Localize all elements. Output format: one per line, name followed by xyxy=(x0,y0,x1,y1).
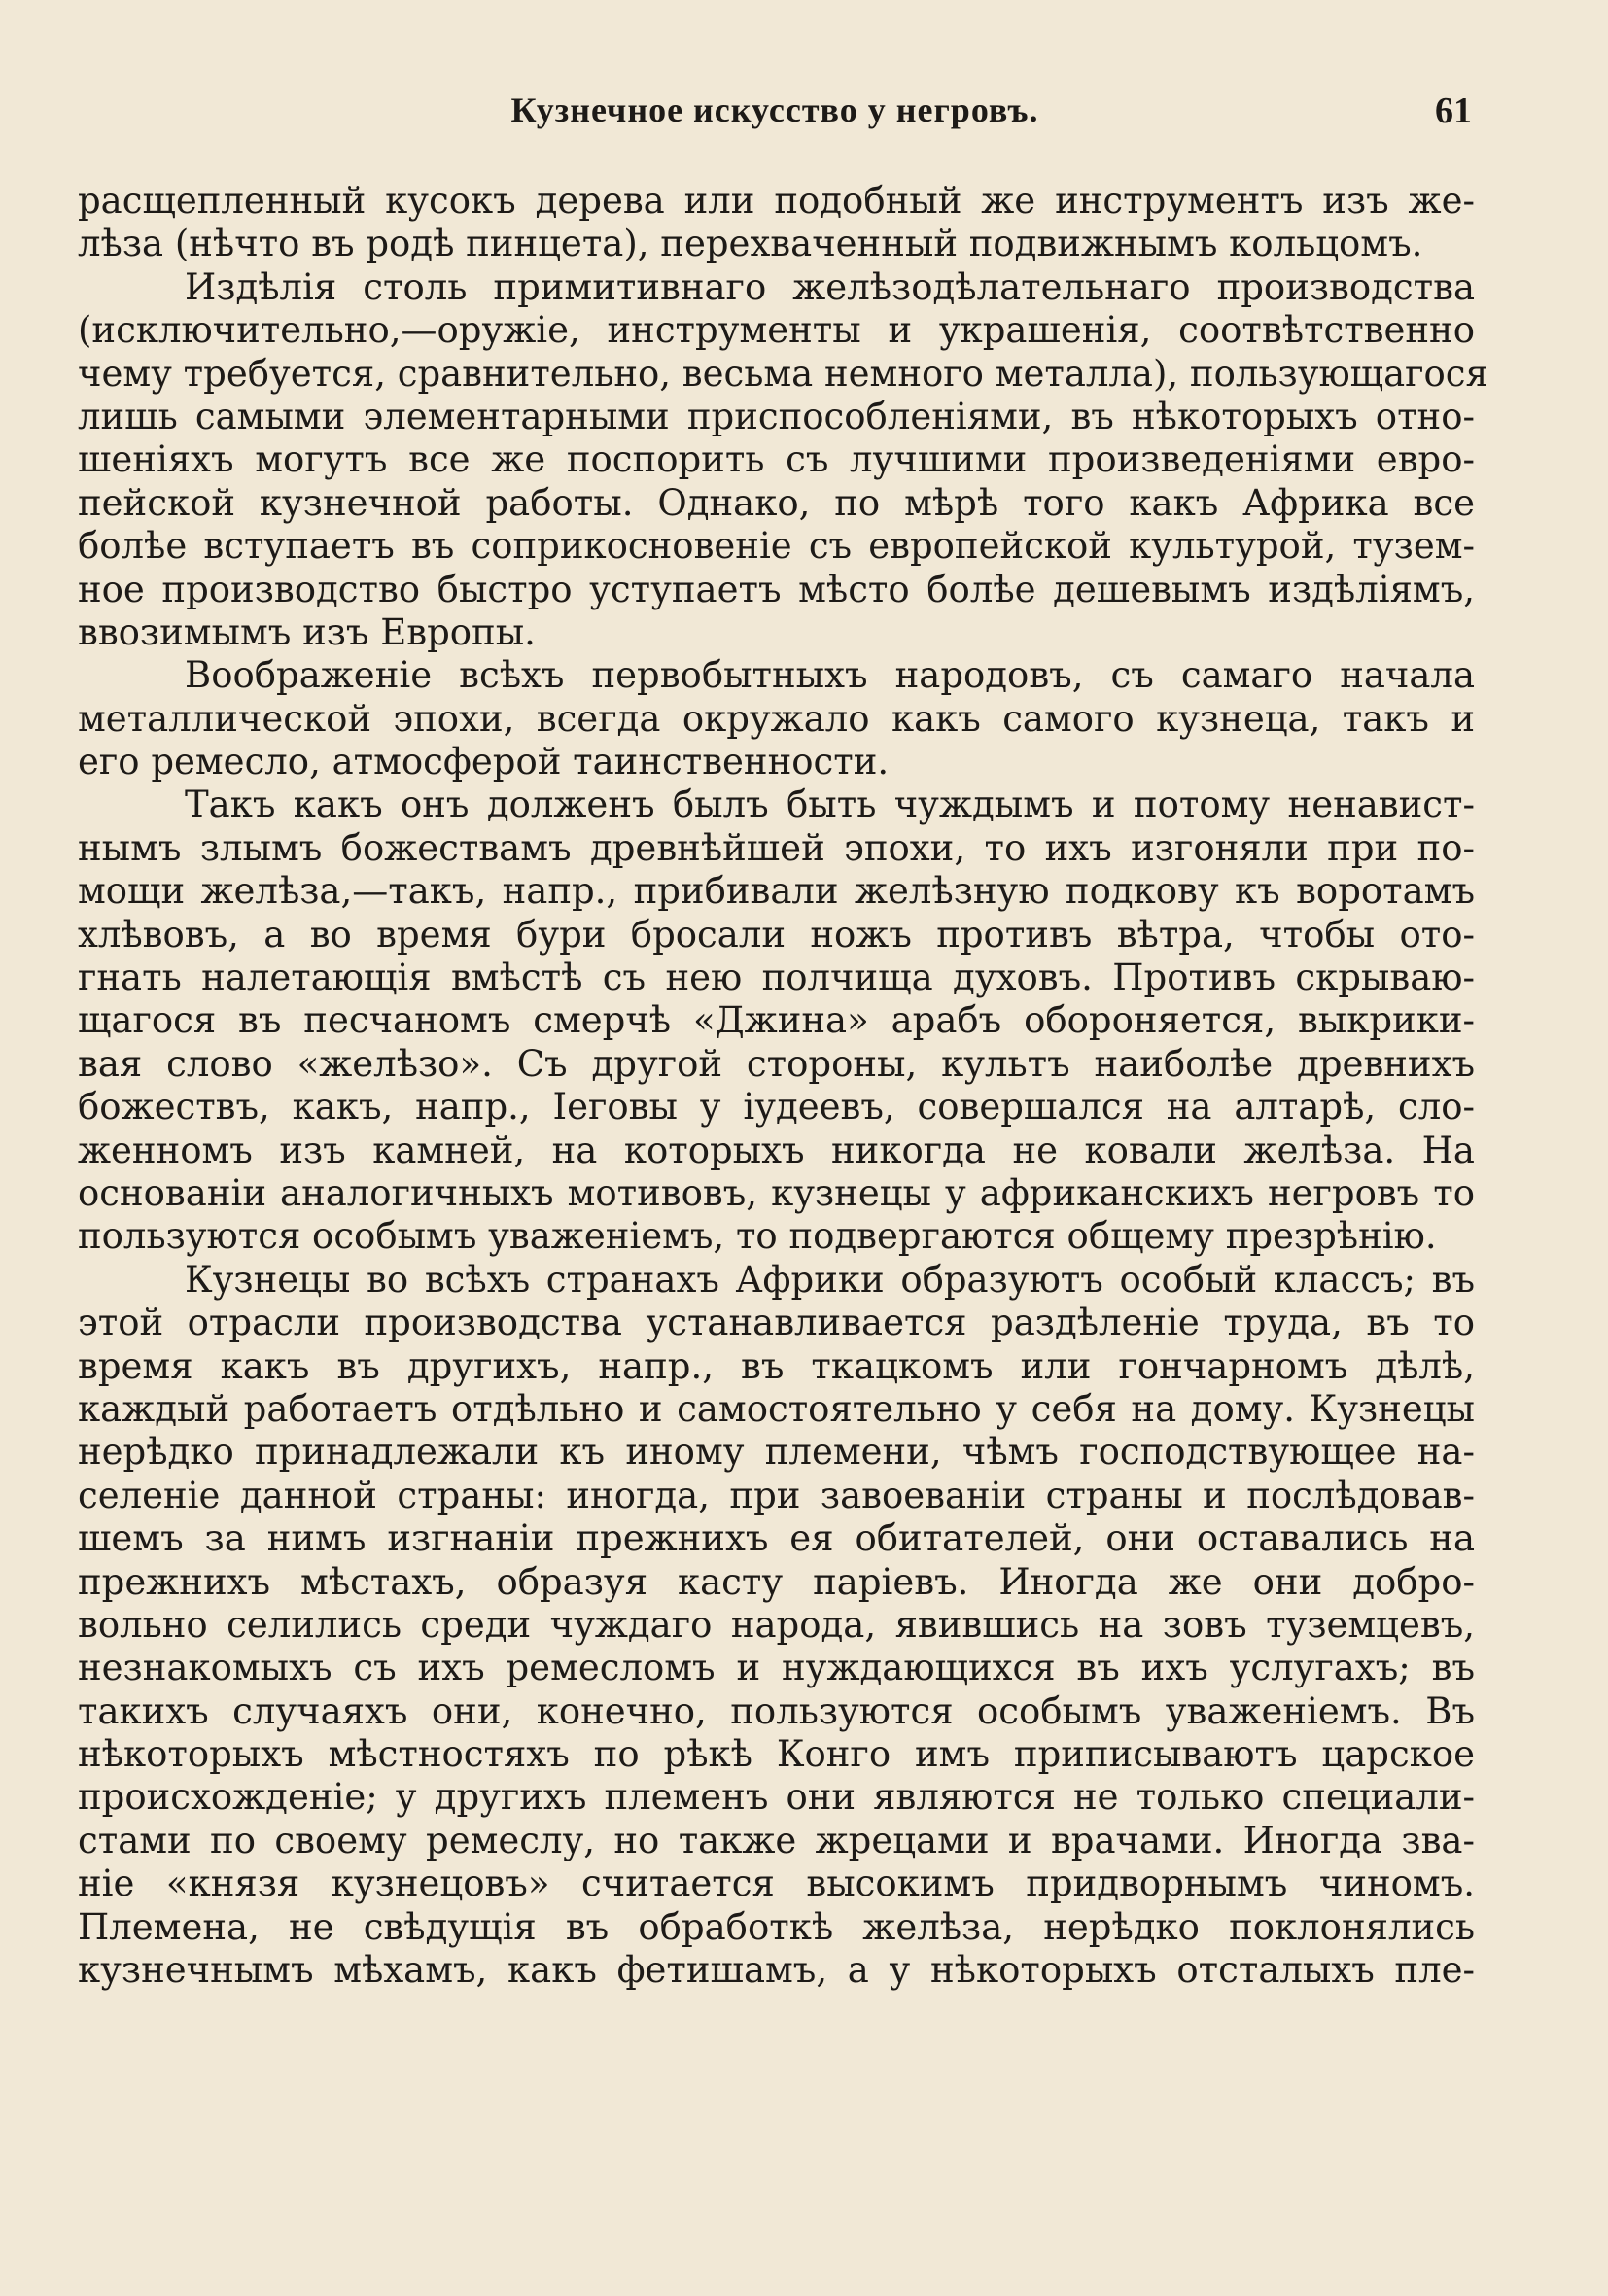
text-line: нымъ злымъ божествамъ древнѣйшей эпохи, то ихъ изгоняли при по- xyxy=(78,826,1475,869)
body-text xyxy=(78,180,1488,1992)
text-line: стами по своему ремеслу, но также жрецами и врачами. Иногда зва- xyxy=(78,1819,1475,1861)
text-line: Издѣлія столь примитивнаго желѣзодѣлательнаго производства xyxy=(185,265,1475,308)
text-line: шеніяхъ могутъ все же поспорить съ лучшими произведеніями евро- xyxy=(78,438,1475,481)
text-line: ное производство быстро уступаетъ мѣсто болѣе дешевымъ издѣліямъ, xyxy=(78,568,1475,610)
text-line: хлѣвовъ, а во время бури бросали ножъ противъ вѣтра, чтобы ото- xyxy=(78,913,1475,956)
page-number: 61 xyxy=(1435,90,1472,131)
text-line: болѣе вступаетъ въ соприкосновеніе съ европейской культурой, тузем- xyxy=(78,525,1475,568)
text-line: такихъ случаяхъ они, конечно, пользуются особымъ уваженіемъ. Въ xyxy=(78,1689,1475,1732)
paragraph xyxy=(78,180,1475,266)
text-line: ввозимымъ изъ Европы. xyxy=(78,610,536,653)
text-line: Воображеніе всѣхъ первобытныхъ народовъ, съ самаго начала xyxy=(185,654,1475,697)
text-line: женномъ изъ камней, на которыхъ никогда не ковали желѣза. На xyxy=(78,1129,1475,1171)
text-line: металлической эпохи, всегда окружало какъ самого кузнеца, такъ и xyxy=(78,697,1475,740)
text-line: Племена, не свѣдущія въ обработкѣ желѣза, нерѣдко поклонялись xyxy=(78,1905,1475,1948)
text-line: шемъ за нимъ изгнаніи прежнихъ ея обитателей, они оставались на xyxy=(78,1517,1475,1560)
text-line: пользуются особымъ уваженіемъ, то подвергаются общему презрѣнію. xyxy=(78,1215,1437,1258)
paragraph xyxy=(78,265,1488,655)
text-line: этой отрасли производства устанавливается раздѣленіе труда, въ то xyxy=(78,1302,1475,1344)
page-header xyxy=(78,89,1472,148)
text-line: основаніи аналогичныхъ мотивовъ, кузнецы у африканскихъ негровъ то xyxy=(78,1171,1475,1214)
text-line: вая слово «желѣзо». Съ другой стороны, культъ наиболѣе древнихъ xyxy=(78,1042,1475,1085)
text-line: время какъ въ другихъ, напр., въ ткацкомъ или гончарномъ дѣлѣ, xyxy=(78,1344,1475,1387)
text-line: кузнечнымъ мѣхамъ, какъ фетишамъ, а у нѣкоторыхъ отсталыхъ пле- xyxy=(78,1949,1475,1992)
text-line: лѣза (нѣчто въ родѣ пинцета), перехваченный подвижнымъ кольцомъ. xyxy=(78,223,1423,265)
text-line: Такъ какъ онъ долженъ былъ быть чуждымъ и потому ненавист- xyxy=(185,783,1475,826)
text-line: нерѣдко принадлежали къ иному племени, чѣмъ господствующее на- xyxy=(78,1431,1475,1474)
text-line: пейской кузнечной работы. Однако, по мѣрѣ того какъ Африка все xyxy=(78,481,1475,524)
text-line: вольно селились среди чуждаго народа, явившись на зовъ туземцевъ, xyxy=(78,1603,1475,1646)
text-line: Кузнецы во всѣхъ странахъ Африки образуютъ особый классъ; въ xyxy=(185,1258,1475,1301)
text-line: лишь самыми элементарными приспособленіями, въ нѣкоторыхъ отно- xyxy=(78,395,1475,437)
text-line: гнать налетающія вмѣстѣ съ нею полчища духовъ. Противъ скрываю- xyxy=(78,957,1475,999)
paragraph xyxy=(78,783,1475,1258)
text-line: мощи желѣза,—такъ, напр., прибивали желѣзную подкову къ воротамъ xyxy=(78,870,1475,913)
text-line: происхожденіе; у другихъ племенъ они являются не только специали- xyxy=(78,1776,1475,1819)
text-line: расщепленный кусокъ дерева или подобный же инструментъ изъ же- xyxy=(78,180,1475,222)
text-line: каждый работаетъ отдѣльно и самостоятельно у себя на дому. Кузнецы xyxy=(78,1387,1475,1430)
text-line: его ремесло, атмосферой таинственности. xyxy=(78,741,890,783)
paragraph xyxy=(78,654,1475,783)
text-line: селеніе данной страны: иногда, при завоеваніи страны и послѣдовав- xyxy=(78,1474,1475,1516)
text-line: чему требуется, сравнительно, весьма немного металла), пользующагося xyxy=(78,352,1488,395)
text-line: божествъ, какъ, напр., Іеговы у іудеевъ, совершался на алтарѣ, сло- xyxy=(78,1086,1475,1129)
text-line: прежнихъ мѣстахъ, образуя касту паріевъ. Иногда же они добро- xyxy=(78,1560,1475,1603)
text-line: незнакомыхъ съ ихъ ремесломъ и нуждающихся въ ихъ услугахъ; въ xyxy=(78,1647,1475,1689)
text-line: (исключительно,—оружіе, инструменты и украшенія, соотвѣтственно xyxy=(78,309,1475,352)
running-title: Кузнечное искусство у негровъ. xyxy=(510,90,1039,129)
text-line: ніе «князя кузнецовъ» считается высокимъ придворнымъ чиномъ. xyxy=(78,1862,1475,1905)
paragraph xyxy=(78,1259,1475,1993)
text-line: щагося въ песчаномъ смерчѣ «Джина» арабъ обороняется, выкрики- xyxy=(78,999,1475,1042)
text-line: нѣкоторыхъ мѣстностяхъ по рѣкѣ Конго имъ приписываютъ царское xyxy=(78,1733,1475,1776)
